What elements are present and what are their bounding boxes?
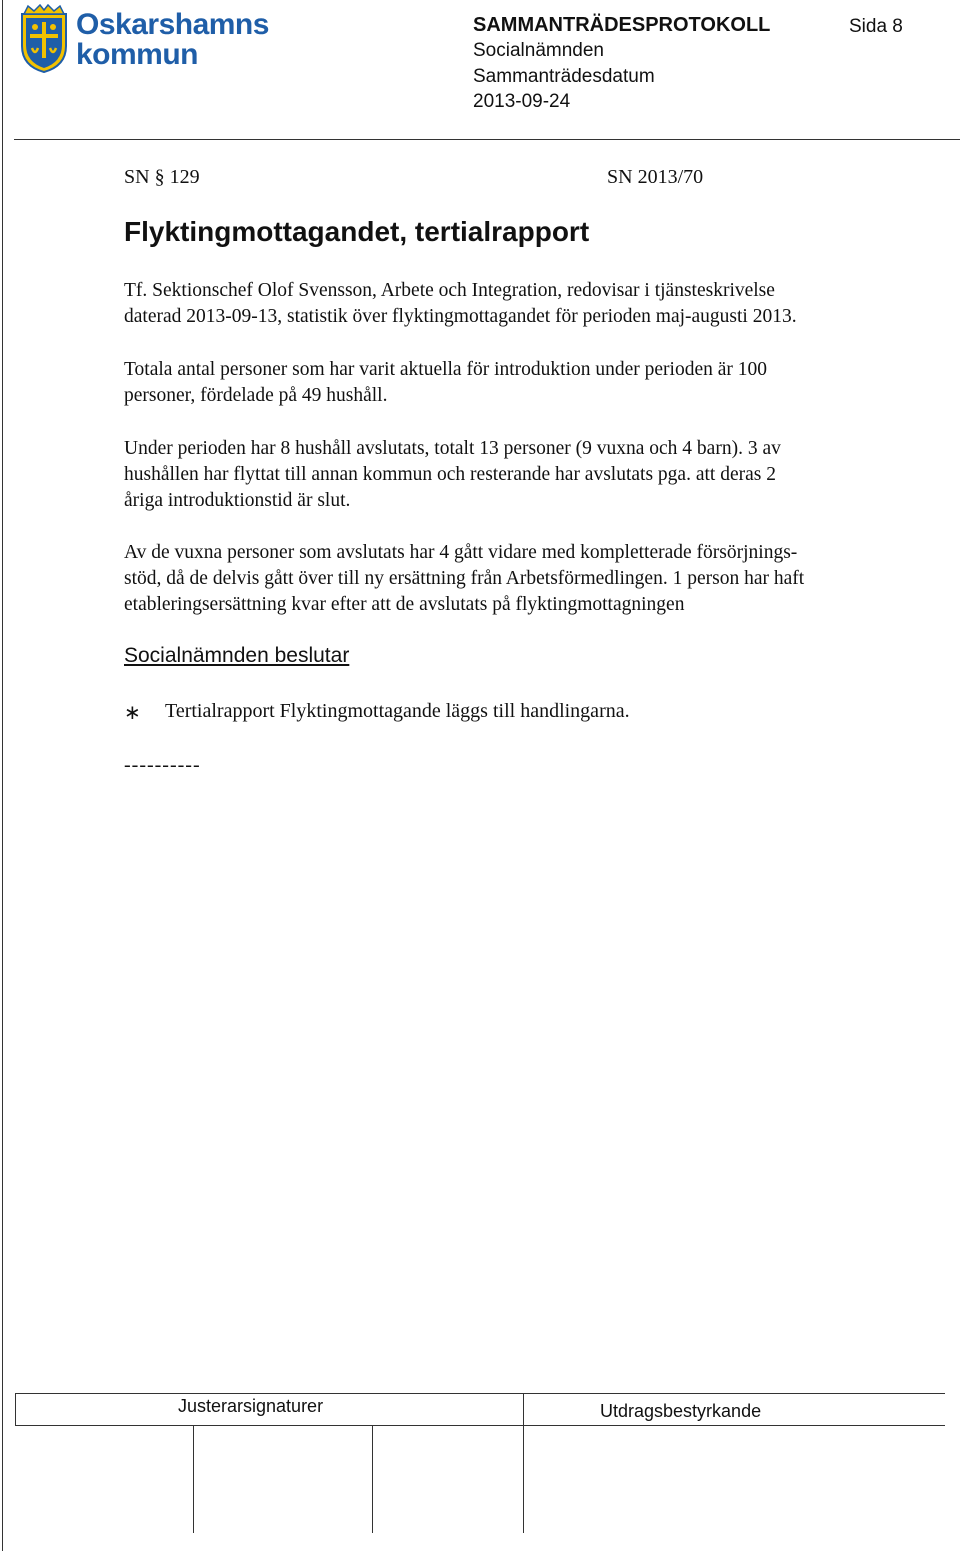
signature-table	[15, 1393, 960, 1533]
paragraph-line: daterad 2013-09-13, statistik över flyktingmottagandet för perioden maj-augusti 2013.	[124, 306, 797, 327]
page-number: Sida 8	[849, 16, 903, 37]
meeting-date-label: Sammanträdesdatum	[473, 66, 655, 87]
case-title: Flyktingmottagandet, tertialrapport	[124, 216, 590, 247]
table-column-divider	[523, 1393, 524, 1533]
paragraph-3	[124, 436, 924, 514]
paragraph-line: Totala antal personer som har varit aktuella för introduktion under perioden är 100	[124, 359, 768, 380]
paragraph-line: stöd, då de delvis gått över till ny ersättning från Arbetsförmedlingen. 1 person har haft	[124, 568, 805, 589]
board-name: Socialnämnden	[473, 40, 604, 61]
paragraph-line: Tf. Sektionschef Olof Svensson, Arbete och Integration, redovisar i tjänsteskrivelse	[124, 280, 775, 301]
protocol-title: SAMMANTRÄDESPROTOKOLL	[473, 14, 771, 36]
paragraph-line: etableringsersättning kvar efter att de avslutats på flyktingmottagningen	[124, 594, 685, 615]
extract-label: Utdragsbestyrkande	[600, 1401, 762, 1421]
end-marker: ----------	[124, 754, 201, 776]
decision-heading: Socialnämnden beslutar	[124, 644, 350, 667]
logo-text-line1: Oskarshamns	[76, 8, 269, 41]
table-column-divider	[372, 1425, 373, 1533]
page-left-border	[2, 0, 3, 1551]
paragraph-4	[124, 540, 924, 618]
paragraph-reference: SN § 129	[124, 166, 200, 188]
table-column-divider	[193, 1425, 194, 1533]
table-header-border	[15, 1425, 945, 1426]
decision-item: Tertialrapport Flyktingmottagande läggs till handlingarna.	[165, 700, 630, 722]
table-top-border	[15, 1393, 945, 1394]
meeting-date: 2013-09-24	[473, 91, 571, 112]
paragraph-line: personer, fördelade på 49 hushåll.	[124, 385, 388, 406]
header-divider	[14, 139, 960, 140]
coat-of-arms-icon	[16, 4, 72, 74]
table-left-border	[15, 1393, 16, 1426]
logo-text-line2: kommun	[76, 38, 199, 71]
paragraph-line: åriga introduktionstid är slut.	[124, 490, 351, 511]
diary-reference: SN 2013/70	[607, 166, 704, 188]
signatures-label: Justerarsignaturer	[178, 1396, 324, 1416]
bullet-asterisk-icon: ∗	[124, 702, 141, 724]
paragraph-line: hushållen har flyttat till annan kommun och resterande har avslutats pga. att deras 2	[124, 464, 776, 485]
paragraph-1	[124, 278, 924, 330]
municipality-logo	[16, 4, 269, 76]
paragraph-2	[124, 357, 924, 409]
paragraph-line: Av de vuxna personer som avslutats har 4 gått vidare med kompletterade försörjnings-	[124, 542, 798, 563]
paragraph-line: Under perioden har 8 hushåll avslutats, totalt 13 personer (9 vuxna och 4 barn). 3 av	[124, 438, 781, 459]
